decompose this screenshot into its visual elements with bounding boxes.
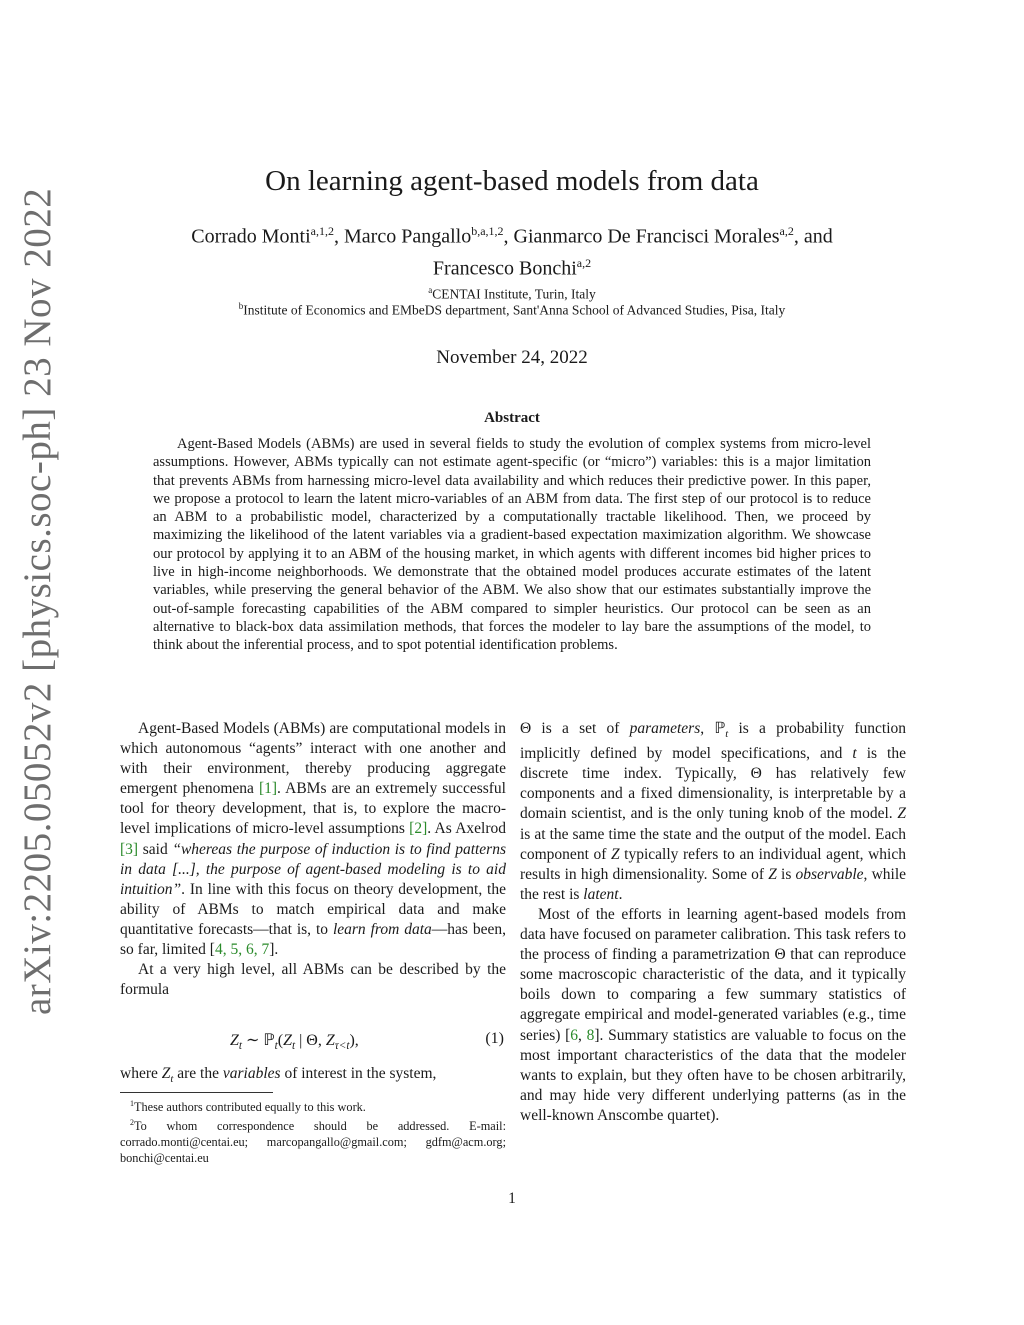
author-name: Marco Pangallo [344, 225, 472, 248]
author-affiliation-mark: b,a,1,2 [471, 224, 504, 238]
abstract-heading: Abstract [484, 410, 540, 426]
affiliation: $^b$Institute of Economics and EMbeDS department, Sant'Anna School of Advanced Studies, Pisa, Italy [238, 301, 786, 318]
abstract-text: Agent-Based Models (ABMs) are used in several fields to study the evolution of complex systems from micro-level assumptions. However, ABMs typically can not estimate agent-specific (or “micro”) variables: this is a major limitation that prevents ABMs from harnessing micro-level data availability and which reduces their predictive power. In this paper, we propose a protocol to learn the latent micro-variables of an ABM from data. The first step of our protocol is to reduce an ABM to a probabilistic model, characterized by a computationally tractable likelihood. Then, we proceed by maximizing the likelihood of the latent variables via a gradient-based expectation maximization algorithm. We showcase our protocol by applying it to an ABM of the housing market, in which agents with different incomes bid higher prices to live in high-income neighborhoods. We demonstrate that the obtained model produces accurate estimates of the latent variables, while preserving the general behavior of the ABM. We also show that our estimates substantially improve the out-of-sample forecasting capabilities of the ABM compared to simpler heuristics. Our protocol can be seen as an alternative to black-box data assimilation methods, that forces the modeler to lay bare the assumptions of the model, to think about the inferential process, and to spot potential identification problems. [153, 436, 871, 654]
body-paragraph: At a very high level, all ABMs can be described by the formula [120, 961, 506, 999]
citation-link[interactable]: 6 [570, 1026, 579, 1044]
citation-link[interactable]: 4, 5, 6, 7 [214, 941, 270, 959]
footnotes [120, 1096, 506, 1166]
affiliation: $^a$CENTAI Institute, Turin, Italy [428, 285, 596, 302]
author-affiliation-mark: a,1,2 [310, 224, 334, 238]
author-affiliation-mark: a,2 [576, 255, 592, 270]
author-list: Corrado Monti$^{a,1,2}$, Marco Pangallo$^{b,a,1,2}$, Gianmarco De Francisci Morales$^{a,2}$, and Francesco Bonchi$^{a,2}$ [191, 224, 833, 280]
page-number: 1 [508, 1190, 516, 1207]
left-column [120, 719, 506, 1000]
footnote: $^2$To whom correspondence should be addressed. E-mail: corrado.monti@centai.eu; marcopangallo@gmail.com; gdfm@acm.org; bonchi@centai.eu [120, 1118, 506, 1166]
citation-link[interactable]: [1] [258, 780, 278, 798]
author-name: Gianmarco De Francisci Morales [513, 225, 780, 248]
body-paragraph: Θ is a set of parameters, ℙ$_t$ is a probability function implicitly defined by model specifications, and t is the discrete time index. Typically, Θ has relatively few components and a fixed dimensionality, is interpretable by a domain scientist, and is the only tuning knob of the model. Z is at the same time the state and the output of the model. Each component of Z typically refers to an individual agent, which results in high dimensionality. Some of Z is observable, while the rest is latent. [520, 720, 906, 903]
equation-number: (1) [485, 1030, 504, 1047]
body-paragraph: Most of the efforts in learning agent-based models from data have focused on parameter calibration. This task refers to the process of finding a parametrization Θ that can reproduce some macroscopic characteristic of the data, and it typically boils down to comparing a few summary statistics of aggregate empirical and model-generated variables (e.g., time series) [6, 8]. Summary statistics are valuable to focus on the most important characteristics of the data that the modeler wants to explain, but they often have to be chosen arbitrarily, and may hide very different underlying patterns (as in the well-known Anscombe quartet). [520, 905, 906, 1124]
equation-1 [120, 1030, 506, 1054]
citation-link[interactable]: [2] [409, 820, 428, 838]
body-text-line: where $Z_t$ are the variables of interest in the system, [120, 1065, 437, 1086]
author-name: Francesco Bonchi [432, 257, 577, 280]
body-paragraph: Agent-Based Models (ABMs) are computational models in which autonomous “agents” interact with one another and with their environment, thereby producing aggregate emergent phenomena [1]. ABMs are an extremely successful tool for theory development, that is, to explore the macro-level implications of micro-level assumptions [2]. As Axelrod [3] said “whereas the purpose of induction is to find patterns in data [...], the purpose of agent-based modeling is to aid intuition”. In line with this focus on theory development, the ability of ABMs to match empirical data and make quantitative forecasts—that is, to learn from data—has been, so far, limited [4, 5, 6, 7]. [120, 720, 506, 959]
publication-date: November 24, 2022 [436, 347, 588, 368]
axelrod-quote: “whereas the purpose of induction is to find patterns in data [...], the purpose of agent-based modeling is to aid intuition” [120, 840, 506, 898]
arxiv-identifier: arXiv:2205.05052v2 [physics.soc-ph] 23 Nov 2022 [16, 187, 59, 1015]
footnote-divider [120, 1092, 273, 1093]
citation-link[interactable]: [3] [120, 840, 139, 858]
footnote: $^1$These authors contributed equally to this work. [130, 1099, 366, 1115]
paper-title: On learning agent-based models from data [265, 165, 759, 197]
author-name: Corrado Monti [191, 225, 311, 248]
author-affiliation-mark: a,2 [779, 224, 794, 238]
right-column [520, 719, 906, 1126]
equation-formula: $Z_t$ ∼ $ℙ_t(Z_t$ | Θ, $Z_{\tau<t}$), [230, 1032, 359, 1053]
citation-link[interactable]: 8 [586, 1026, 595, 1044]
